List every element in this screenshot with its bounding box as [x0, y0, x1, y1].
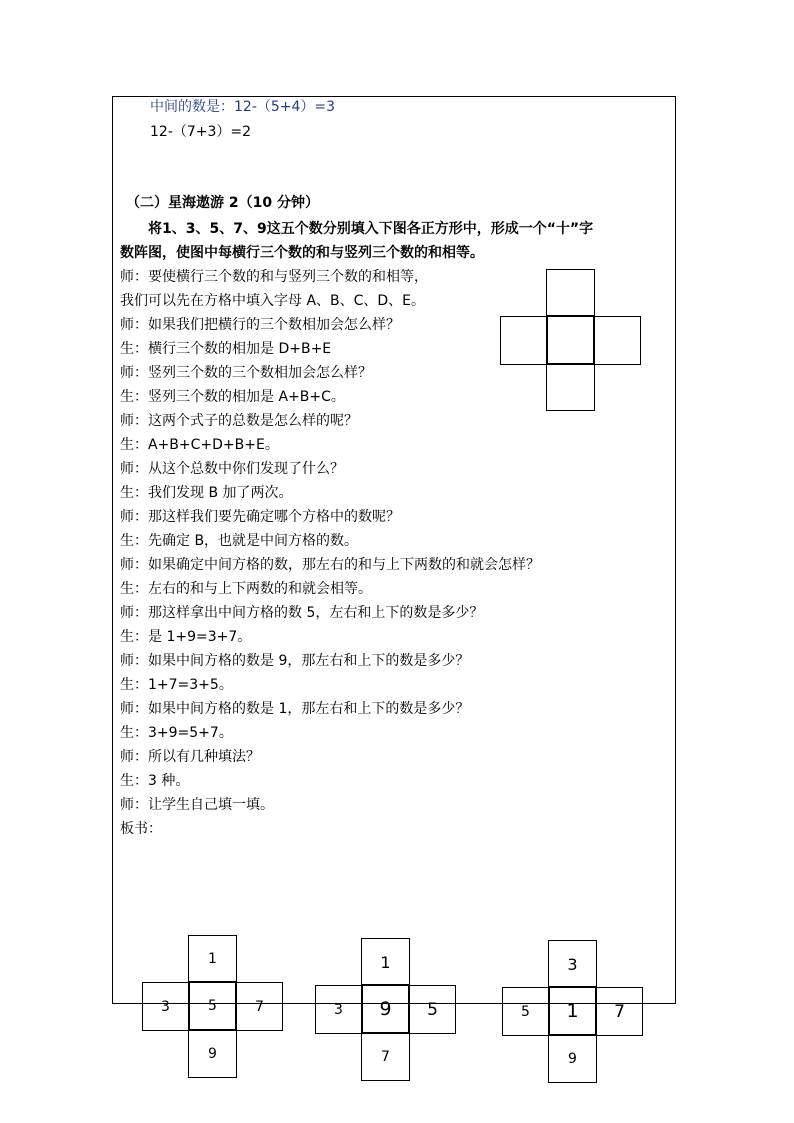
dialogue-line: 师：那这样拿出中间方格的数 5，左右和上下的数是多少？	[120, 605, 484, 621]
cross-cell-bottom: 7	[361, 1033, 410, 1081]
dialogue-line: 生：A+B+C+D+B+E。	[120, 437, 279, 453]
cross-cell-top	[546, 269, 595, 317]
cross-cell-top: 3	[548, 940, 597, 988]
cross-cell-right: 7	[596, 987, 643, 1036]
dialogue-line: 我们可以先在方格中填入字母 A、B、C、D、E。	[120, 293, 426, 309]
board-writing-label: 板书：	[120, 821, 162, 837]
cross-cell-top: 1	[188, 935, 237, 983]
dialogue-line: 生：竖列三个数的相加是 A+B+C。	[120, 389, 345, 405]
cross-cell-center	[546, 315, 595, 365]
dialogue-line: 师：如果中间方格的数是 9，那左右和上下的数是多少？	[120, 653, 470, 669]
cross-cell-center: 1	[548, 986, 597, 1036]
cross-cell-left: 5	[502, 987, 549, 1036]
dialogue-line: 生：3 种。	[120, 773, 190, 789]
cross-cell-top: 1	[361, 938, 410, 986]
dialogue-line: 生：横行三个数的相加是 D+B+E	[120, 341, 332, 357]
section-heading: （二）星海遨游 2（10 分钟）	[126, 195, 319, 211]
dialogue-line: 生：先确定 B，也就是中间方格的数。	[120, 533, 359, 549]
dialogue-line: 生：是 1+9=3+7。	[120, 629, 252, 645]
cross-cell-left: 3	[315, 985, 362, 1034]
cross-cell-left: 3	[142, 982, 189, 1031]
dialogue-line: 师：那这样我们要先确定哪个方格中的数呢？	[120, 509, 400, 525]
dialogue-line: 师：如果中间方格的数是 1，那左右和上下的数是多少？	[120, 701, 470, 717]
dialogue-line: 生：1+7=3+5。	[120, 677, 233, 693]
dialogue-line: 师：竖列三个数的三个数相加会怎么样？	[120, 365, 372, 381]
cross-cell-left	[500, 316, 547, 365]
middle-number-formula: 中间的数是：12-（5+4）=3	[150, 99, 336, 115]
problem-statement-2: 数阵图，使图中每横行三个数的和与竖列三个数的和相等。	[120, 245, 484, 261]
cross-cell-center: 5	[188, 981, 237, 1031]
cross-cell-bottom: 9	[548, 1035, 597, 1083]
dialogue-line: 师：这两个式子的总数是怎么样的呢？	[120, 413, 358, 429]
formula-line: 12-（7+3）=2	[150, 124, 252, 140]
dialogue-line: 师：要使横行三个数的和与竖列三个数的和相等，	[120, 269, 428, 285]
dialogue-line: 师：如果确定中间方格的数，那左右的和与上下两数的和就会怎样？	[120, 557, 540, 573]
dialogue-line: 生：3+9=5+7。	[120, 725, 233, 741]
cross-cell-right: 5	[409, 985, 456, 1034]
dialogue-line: 师：让学生自己填一填。	[120, 797, 274, 813]
dialogue-line: 生：左右的和与上下两数的和就会相等。	[120, 581, 372, 597]
cross-cell-bottom	[546, 364, 595, 411]
problem-statement-1: 将1、3、5、7、9这五个数分别填入下图各正方形中，形成一个“十”字	[148, 221, 594, 237]
cross-cell-bottom: 9	[188, 1030, 237, 1078]
cross-cell-center: 9	[361, 984, 410, 1034]
cross-cell-right: 7	[236, 982, 283, 1031]
dialogue-line: 师：所以有几种填法？	[120, 749, 260, 765]
dialogue-line: 生：我们发现 B 加了两次。	[120, 485, 293, 501]
dialogue-line: 师：从这个总数中你们发现了什么？	[120, 461, 344, 477]
dialogue-line: 师：如果我们把横行的三个数相加会怎么样？	[120, 317, 400, 333]
cross-cell-right	[594, 316, 641, 365]
